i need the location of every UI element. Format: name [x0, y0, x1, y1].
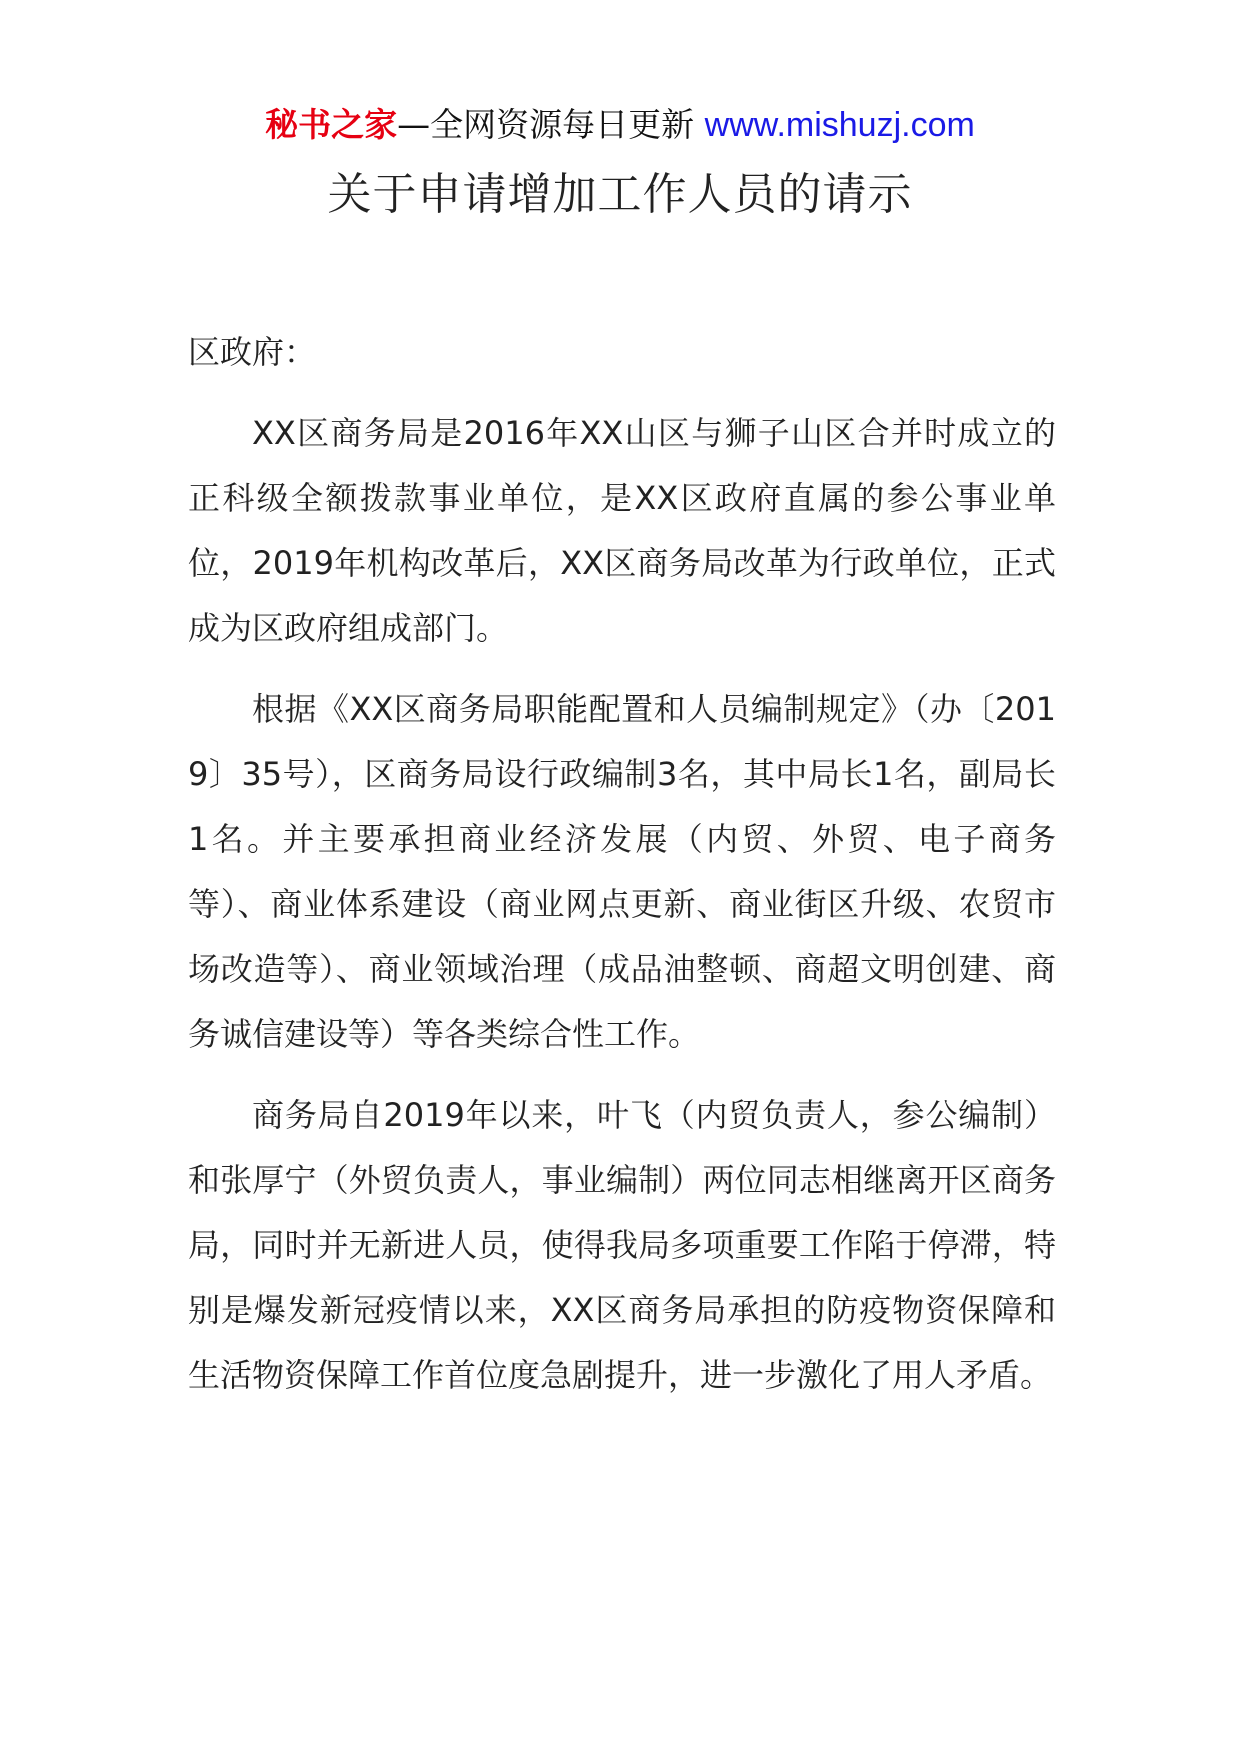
paragraph-1: XX区商务局是2016年XX山区与狮子山区合并时成立的正科级全额拨款事业单位，是XX区政府直属的参公事业单位，2019年机构改革后，XX区商务局改革为行政单位，正式成为区政府组成部门。 [188, 414, 1056, 647]
site-url-link[interactable]: www.mishuzj.com [704, 106, 975, 144]
site-header [0, 100, 1240, 150]
document-body [188, 320, 1056, 1424]
brand-name: 秘书之家 [265, 105, 398, 144]
paragraph-3: 商务局自2019年以来，叶飞（内贸负责人，参公编制）和张厚宁（外贸负责人，事业编制）两位同志相继离开区商务局，同时并无新进人员，使得我局多项重要工作陷于停滞，特别是爆发新冠疫情以来，XX区商务局承担的防疫物资保障和生活物资保障工作首位度急剧提升，进一步激化了用人矛盾。 [188, 1096, 1056, 1394]
salutation: 区政府： [188, 333, 317, 371]
paragraph-2: 根据《XX区商务局职能配置和人员编制规定》（办〔2019〕35号），区商务局设行政编制3名，其中局长1名，副局长1名。并主要承担商业经济发展（内贸、外贸、电子商务等）、商业体系建设（商业网点更新、商业街区升级、农贸市场改造等）、商业领域治理（成品油整顿、商超文明创建、商务诚信建设等）等各类综合性工作。 [188, 690, 1056, 1053]
document-title: 关于申请增加工作人员的请示 [327, 169, 913, 220]
site-slogan: —全网资源每日更新 [397, 105, 695, 144]
